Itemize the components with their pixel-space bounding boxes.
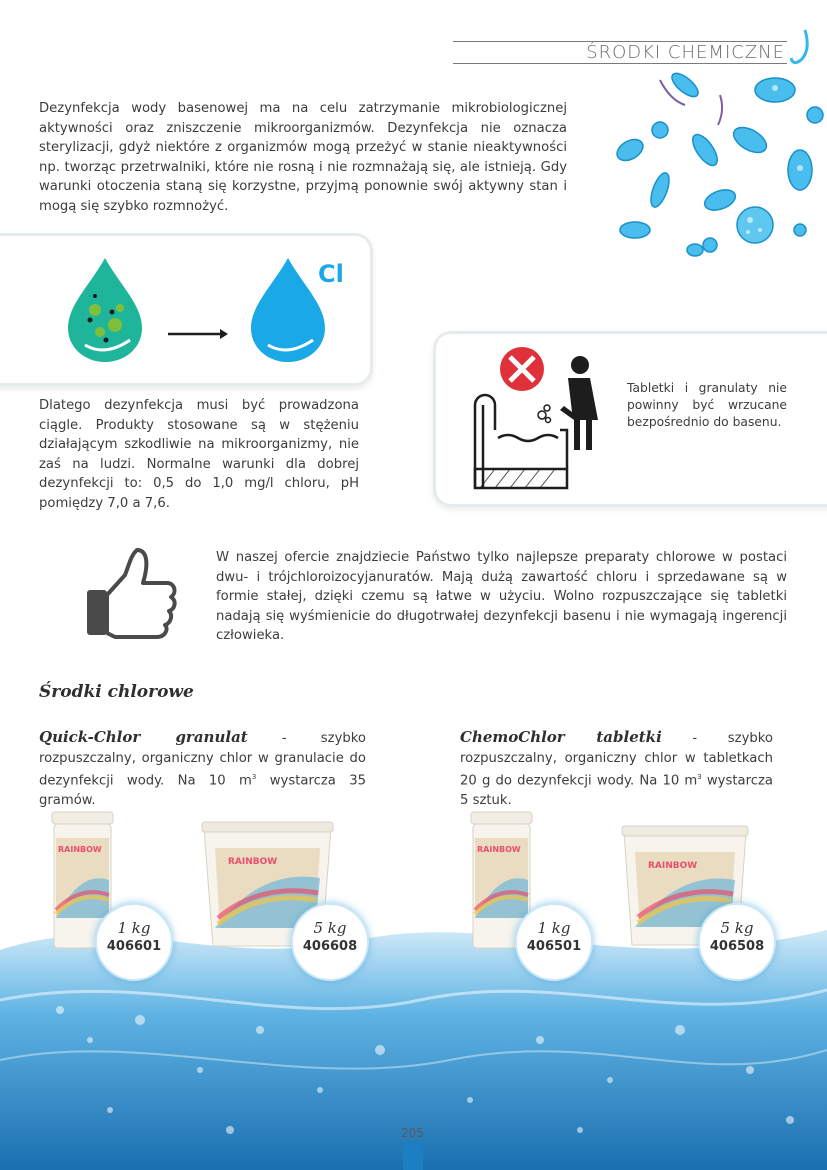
chlorine-label: Cl (318, 260, 344, 288)
warning-paragraph: Tabletki i granulaty nie powinny być wrzucane bezpośrednio do basenu. (627, 381, 787, 429)
product-description-chemo-chlor (460, 728, 773, 810)
variant-badge-406601 (95, 903, 173, 981)
svg-text:RAINBOW: RAINBOW (228, 857, 278, 867)
product-name: Quick-Chlor granulat (39, 728, 248, 746)
contaminated-drop-icon (68, 258, 142, 362)
product-desc-a: - szybko rozpuszczalny, organiczny chlor w tabletkach 20 g do dezynfekcji wody. Na 10 m (460, 731, 773, 789)
svg-text:RAINBOW: RAINBOW (477, 845, 521, 854)
section-title: Środki chlorowe (39, 682, 194, 702)
page-tab-marker (403, 1143, 423, 1170)
page-header-title: ŚRODKI CHEMICZNE (586, 42, 785, 63)
product-desc-b: wystarcza 5 sztuk. (460, 773, 773, 808)
variant-badge-406608 (291, 903, 369, 981)
product-description-quick-chlor (39, 728, 366, 810)
thumbs-up-icon (85, 545, 180, 640)
product-desc-a: - szybko rozpuszczalny, organiczny chlor w granulacie do dezynfekcji wody. Na 10 m (39, 731, 366, 789)
offer-paragraph: W naszej ofercie znajdziecie Państwo tylko najlepsze preparaty chlorowe w postaci dwu- i trójchloroizocyjanuratów. Mają dużą zawartość chloru i sprzedawane są w formie stałej, dzięki czemu są łatwe w użyciu. Wolno rozpuszczające się tabletki nadają się wyśmienicie do długotrwałej dezynfekcji basenu i nie wymagają ingerencji człowieka. (216, 550, 787, 643)
intro-paragraph: Dezynfekcja wody basenowej ma na celu zatrzymanie mikrobiologicznej aktywności oraz zniszczenie mikroorganizmów. Dezynfekcja nie oznacza sterylizacji, gdyż niektóre z organizmów mogą przeżyć w stanie nieaktywności np. tworząc przetrwalniki, które nie rosną i nie rozmnażają się, ale istnieją. Gdy warunki otoczenia staną się korzystne, przyjmą ponownie swój aktywny stan i mogą się szybko rozmnożyć. (39, 101, 567, 214)
variant-badge-406501 (515, 903, 593, 981)
variant-code: 406601 (106, 939, 162, 954)
disinfection-paragraph: Dlatego dezynfekcja musi być prowadzona ciągle. Produkty stosowane są w stężeniu działającym szkodliwie na mikroorganizmy, nie zaś na ludzi. Normalne warunki dla dobrej dezynfekcji to: 0,5 do 1,0 mg/l chloru, pH pomiędzy 7,0 a 7,6. (39, 398, 359, 511)
variant-code: 406501 (526, 939, 582, 954)
variant-size: 1 kg (537, 919, 571, 937)
clean-drop-icon (251, 258, 325, 362)
superscript: 3 (251, 773, 257, 781)
variant-size: 5 kg (313, 919, 347, 937)
page-number: 205 (401, 1126, 424, 1140)
svg-text:RAINBOW: RAINBOW (648, 861, 698, 871)
variant-size: 5 kg (720, 919, 754, 937)
svg-text:RAINBOW: RAINBOW (58, 845, 102, 854)
warning-illustration (470, 345, 610, 495)
bacteria-illustration (600, 20, 827, 260)
variant-code: 406508 (709, 939, 765, 954)
product-desc-b: wystarcza 35 gramów. (39, 773, 366, 808)
product-name: ChemoChlor tabletki (460, 728, 662, 746)
variant-badge-406508 (698, 903, 776, 981)
variant-code: 406608 (302, 939, 358, 954)
person-icon (560, 356, 598, 450)
drops-diagram (60, 250, 360, 370)
superscript: 3 (697, 773, 702, 781)
variant-size: 1 kg (117, 919, 151, 937)
